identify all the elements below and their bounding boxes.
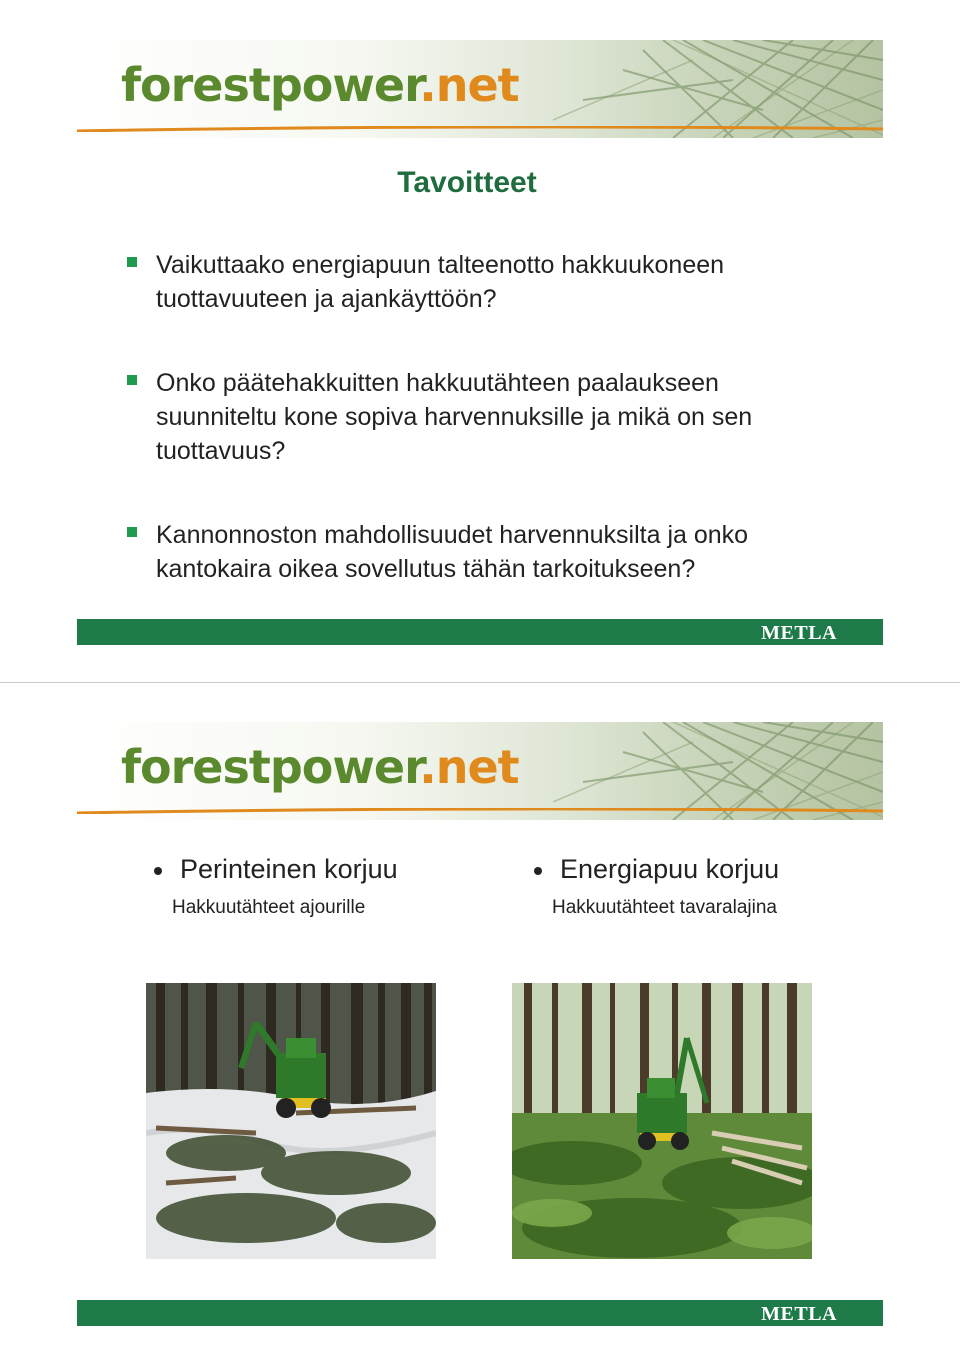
right-column <box>530 854 779 919</box>
column-subheading: Hakkuutähteet ajourille <box>172 897 366 918</box>
bullet-dot-icon <box>534 867 542 875</box>
banner-underline <box>77 126 883 132</box>
slide-title: Tavoitteet <box>397 166 537 199</box>
banner <box>77 722 883 820</box>
summer-harvester-photo <box>512 983 812 1259</box>
footer-bar <box>77 1300 883 1326</box>
list-item: Kannonnoston mahdollisuudet harvennuksilta ja onko kantokaira oikea sovellutus tähän tarkoitukseen? <box>127 518 827 586</box>
objectives-list <box>127 248 827 636</box>
column-heading: Perinteinen korjuu <box>150 854 398 885</box>
bullet-dot-icon <box>154 867 162 875</box>
slide-1 <box>0 0 960 682</box>
forestpower-logo: forestpower.net <box>121 58 519 112</box>
forestpower-logo: forestpower.net <box>121 740 519 794</box>
list-item: Vaikuttaako energiapuun talteenotto hakkuukoneen tuottavuuteen ja ajankäyttöön? <box>127 248 827 316</box>
bullet-square-icon <box>127 257 137 267</box>
bullet-square-icon <box>127 527 137 537</box>
column-subheading: Hakkuutähteet tavaralajina <box>552 897 777 918</box>
column-heading: Energiapuu korjuu <box>530 854 779 885</box>
left-column <box>150 854 398 919</box>
metla-logo: METLA <box>761 622 837 644</box>
bullet-square-icon <box>127 375 137 385</box>
footer-bar <box>77 619 883 645</box>
winter-harvester-photo <box>146 983 436 1259</box>
banner-underline <box>77 808 883 814</box>
slide-2 <box>0 683 960 1367</box>
metla-logo: METLA <box>761 1303 837 1325</box>
list-item: Onko päätehakkuitten hakkuutähteen paalaukseen suunniteltu kone sopiva harvennuksille ja mikä on sen tuottavuus? <box>127 366 827 468</box>
banner <box>77 40 883 138</box>
